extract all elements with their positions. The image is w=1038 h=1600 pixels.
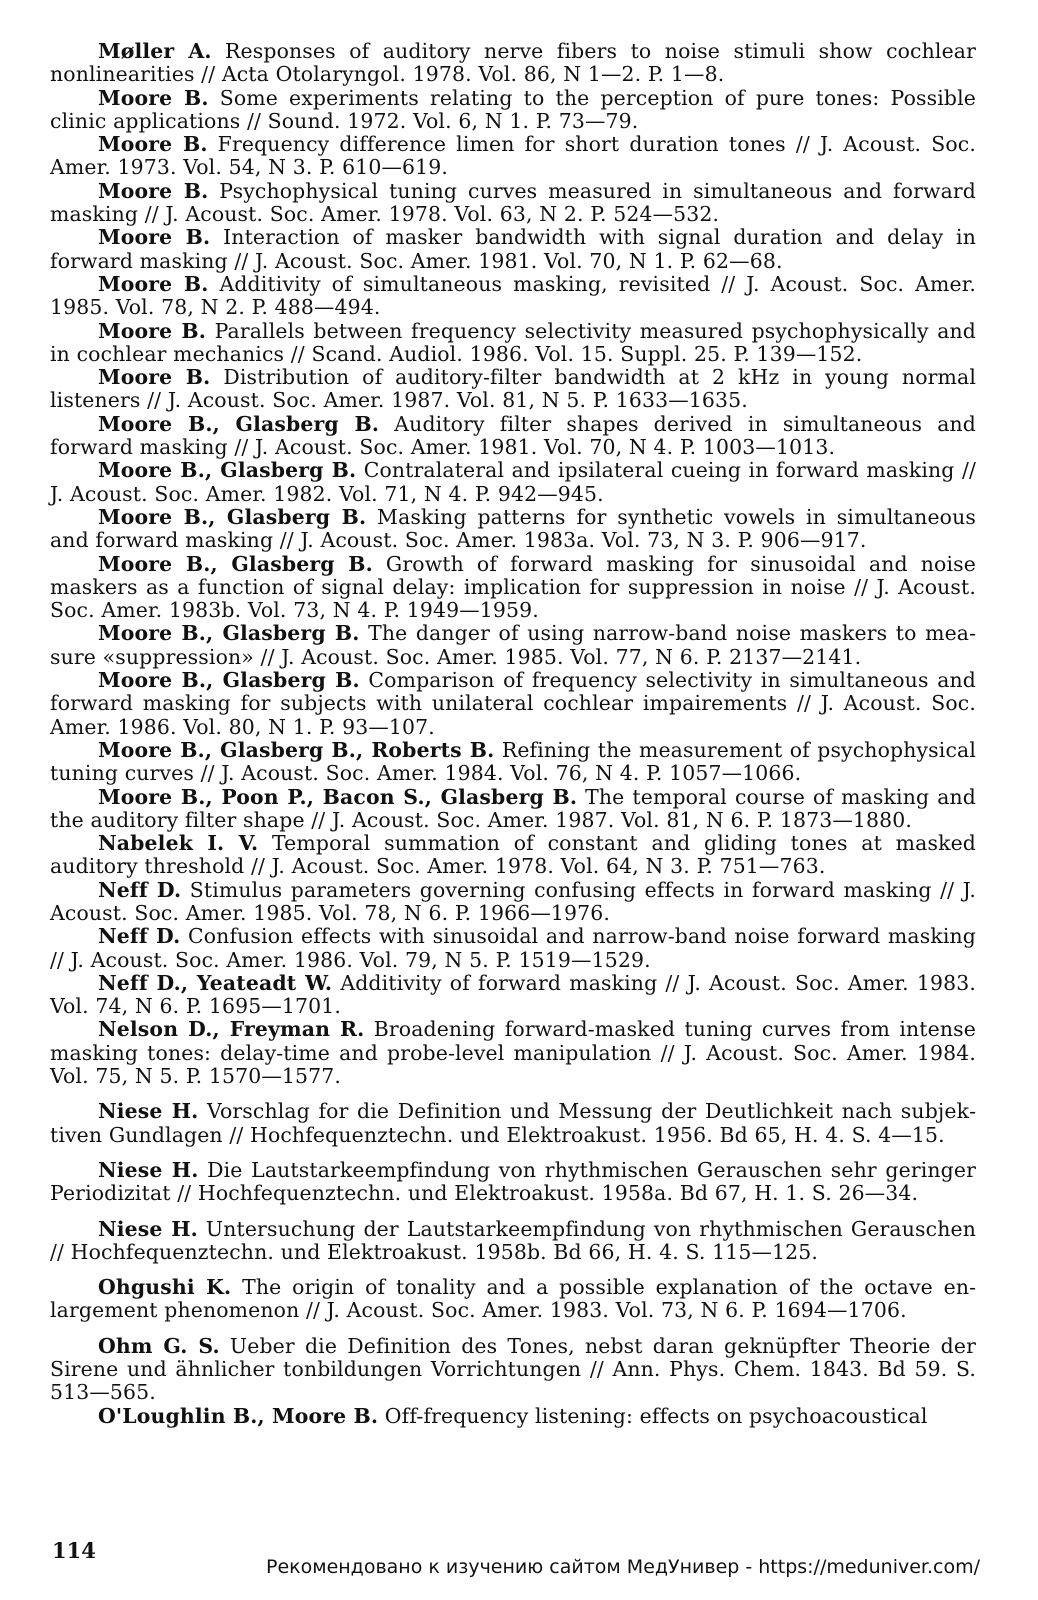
reference-authors: Moore B. (98, 225, 211, 250)
reference-text: The origin of tonality and a possible explanation of the octave enlargement phenomenon // J. Acoust. Soc. Amer. 1983. Vol. 73, N 6. P. 1694—1706. (50, 1275, 977, 1323)
reference-authors: Niese H. (98, 1216, 198, 1241)
reference-entry (50, 832, 976, 879)
reference-list (50, 40, 976, 1428)
reference-text: Masking patterns for synthetic vowels in simultaneous and forward masking // J. Acoust. Soc. Amer. 1983a. Vol. 73, N 3. P. 906—917. (50, 504, 976, 553)
reference-entry (50, 320, 976, 367)
reference-entry (50, 1018, 976, 1088)
reference-authors: Ohgushi K. (98, 1275, 232, 1300)
reference-authors: Moore B., Glasberg B., Roberts B. (98, 737, 495, 762)
reference-text: Some experiments relating to the perception of pure tones: Possible clinic applications // Sound. 1972. Vol. 6, N 1. P. 73—79. (50, 85, 976, 133)
reference-entry (50, 879, 976, 926)
reference-entry (50, 669, 976, 739)
reference-text: Parallels between frequency selectivity measured psychophysically and in cochlear mechanics // Scand. Audiol. 1986. Vol. 15. Suppl. 25. P. 139—152. (50, 318, 976, 366)
reference-text: Comparison of frequency selectivity in simultaneous and forward masking for subjects with unilateral cochlear impairements // J. Acoust. Soc. Amer. 1986. Vol. 80, N 1. P. 93—107. (50, 668, 976, 739)
reference-authors: Ohm G. S. (98, 1333, 220, 1358)
reference-text: Responses of auditory nerve fibers to noise stimuli show cochlear nonlinearities // Acta Otolaryngol. 1978. Vol. 86, N 1—2. P. 1—8. (50, 39, 977, 87)
reference-text: Untersuchung der Lautstarkeempfindung von rhythmischen Gerauschen // Hochfequenztechn. und Elektroakust. 1958b. Bd 66, H. 4. S. 115—125. (50, 1216, 976, 1264)
reference-entry (50, 273, 976, 320)
reference-text: Additivity of forward masking // J. Acoust. Soc. Amer. 1983. Vol. 74, N 6. P. 1695—1701. (50, 970, 976, 1019)
reference-entry (50, 459, 976, 506)
reference-entry (50, 133, 976, 180)
reference-authors: Moore B., Glasberg B. (98, 621, 360, 646)
reference-authors: O'Loughlin B., Moore B. (98, 1403, 379, 1428)
reference-authors: Moore B., Glasberg B. (98, 551, 373, 576)
reference-text: Contralateral and ipsilateral cueing in forward masking // J. Acoust. Soc. Amer. 1982. Vol. 71, N 4. P. 942—945. (50, 458, 976, 506)
reference-authors: Neff D. (98, 877, 182, 902)
reference-authors: Moore B., Glasberg B. (98, 411, 380, 436)
reference-entry (50, 87, 976, 134)
reference-text: The danger of using narrow-band noise maskers to measure «suppression» // J. Acoust. Soc. Amer. 1985. Vol. 77, N 6. P. 2137—2141. (50, 621, 976, 669)
reference-text: Frequency difference limen for short duration tones // J. Acoust. Soc. Amer. 1973. Vol. 54, N 3. P. 610—619. (50, 132, 977, 180)
reference-entry (50, 366, 976, 413)
reference-text: Growth of forward masking for sinusoidal and noise maskers as a function of signal delay: implication for suppression in noise // J. Acoust. Soc. Amer. 1983b. Vol. 73, N 4. P. 1949—1959. (50, 551, 976, 623)
reference-authors: Moore B. (98, 271, 209, 296)
reference-text: Stimulus parameters governing confusing effects in forward masking // J. Acoust. Soc. Amer. 1985. Vol. 78, N 6. P. 1966—1976. (50, 877, 977, 925)
reference-text: Broadening forward-masked tuning curves from intense masking tones: delay-time and probe-level manipulation // J. Acoust. Soc. Amer. 1984. Vol. 75, N 5. P. 1570—1577. (50, 1017, 976, 1089)
reference-entry (50, 1159, 976, 1206)
reference-authors: Niese H. (98, 1157, 199, 1182)
page-number: 114 (52, 1538, 96, 1563)
reference-entry (50, 180, 976, 227)
reference-entry (50, 786, 976, 833)
reference-text: Off-frequency listening: effects on psychoacoustical (378, 1403, 928, 1428)
reference-entry (50, 739, 976, 786)
reference-authors: Moore B., Poon P., Bacon S., Glasberg B. (98, 784, 578, 809)
reference-entry (50, 226, 976, 273)
reference-authors: Nelson D., Freyman R. (98, 1017, 365, 1042)
reference-text: Distribution of auditory-filter bandwidth at 2 kHz in young normal listeners // J. Acoust. Soc. Amer. 1987. Vol. 81, N 5. P. 1633—1635. (50, 365, 976, 413)
reference-authors: Neff D., Yeateadt W. (98, 970, 333, 995)
reference-entry (50, 1335, 976, 1405)
reference-authors: Moore B., Glasberg B. (98, 458, 357, 483)
reference-authors: Moore B., Glasberg B. (98, 668, 360, 693)
reference-text: Die Lautstarkeempfindung von rhythmischen Gerauschen sehr geringer Periodizitat // Hochfequenztechn. und Elektroakust. 1958a. Bd 67, H. 1. S. 26—34. (50, 1157, 976, 1206)
reference-authors: Moore B. (98, 85, 209, 110)
footer-watermark: Рекомендовано к изучению сайтом МедУнивер - https://meduniver.com/ (265, 1556, 980, 1578)
reference-text: The temporal course of masking and the auditory filter shape // J. Acoust. Soc. Amer. 1987. Vol. 81, N 6. P. 1873—1880. (50, 784, 976, 832)
reference-authors: Nabelek I. V. (98, 831, 259, 856)
reference-text: Psychophysical tuning curves measured in simultaneous and forward masking // J. Acoust. Soc. Amer. 1978. Vol. 63, N 2. P. 524—532. (50, 178, 976, 227)
reference-entry (50, 506, 976, 553)
reference-entry (50, 925, 976, 972)
reference-text: Ueber die Definition des Tones, nebst daran geknüpfter Theorie der Sirene und ähnlicher tonbildungen Vorrichtungen // Ann. Phys. Chem. 1843. Bd 59. S. 513—565. (50, 1333, 976, 1405)
reference-text: Temporal summation of constant and gliding tones at masked auditory threshold // J. Acoust. Soc. Amer. 1978. Vol. 64, N 3. P. 751—763. (50, 831, 977, 879)
reference-text: Confusion effects with sinusoidal and narrow-band noise forward masking // J. Acoust. Soc. Amer. 1986. Vol. 79, N 5. P. 1519—1529. (50, 924, 977, 972)
reference-authors: Moore B. (98, 178, 209, 203)
reference-authors: Niese H. (98, 1099, 199, 1124)
reference-text: Vorschlag for die Definition und Messung der Deutlichkeit nach subjektiven Gundlagen // Hochfequenztechn. und Elektroakust. 1956. Bd 65, H. 4. S. 4—15. (50, 1099, 976, 1147)
reference-text: Interaction of masker bandwidth with signal duration and delay in forward masking // J. Acoust. Soc. Amer. 1981. Vol. 70, N 1. P. 62—68. (50, 225, 976, 273)
reference-entry (50, 413, 976, 460)
reference-text: Auditory filter shapes derived in simultaneous and forward masking // J. Acoust. Soc. Amer. 1981. Vol. 70, N 4. P. 1003—1013. (50, 411, 976, 460)
reference-authors: Møller A. (98, 39, 212, 63)
reference-entry (50, 553, 976, 623)
reference-entry (50, 1218, 976, 1265)
reference-authors: Moore B. (98, 132, 208, 157)
reference-entry (50, 972, 976, 1019)
reference-authors: Neff D. (98, 924, 181, 949)
reference-entry (50, 40, 976, 87)
reference-text: Additivity of simultaneous masking, revisited // J. Acoust. Soc. Amer. 1985. Vol. 78, N 2. P. 488—494. (50, 271, 976, 320)
reference-entry (50, 1100, 976, 1147)
reference-entry (50, 1276, 976, 1323)
reference-authors: Moore B., Glasberg B. (98, 504, 367, 529)
reference-authors: Moore B. (98, 365, 211, 390)
reference-entry (50, 622, 976, 669)
reference-authors: Moore B. (98, 318, 207, 343)
reference-entry (50, 1405, 976, 1428)
reference-text: Refining the measurement of psychophysical tuning curves // J. Acoust. Soc. Amer. 1984. Vol. 76, N 4. P. 1057—1066. (50, 737, 976, 786)
